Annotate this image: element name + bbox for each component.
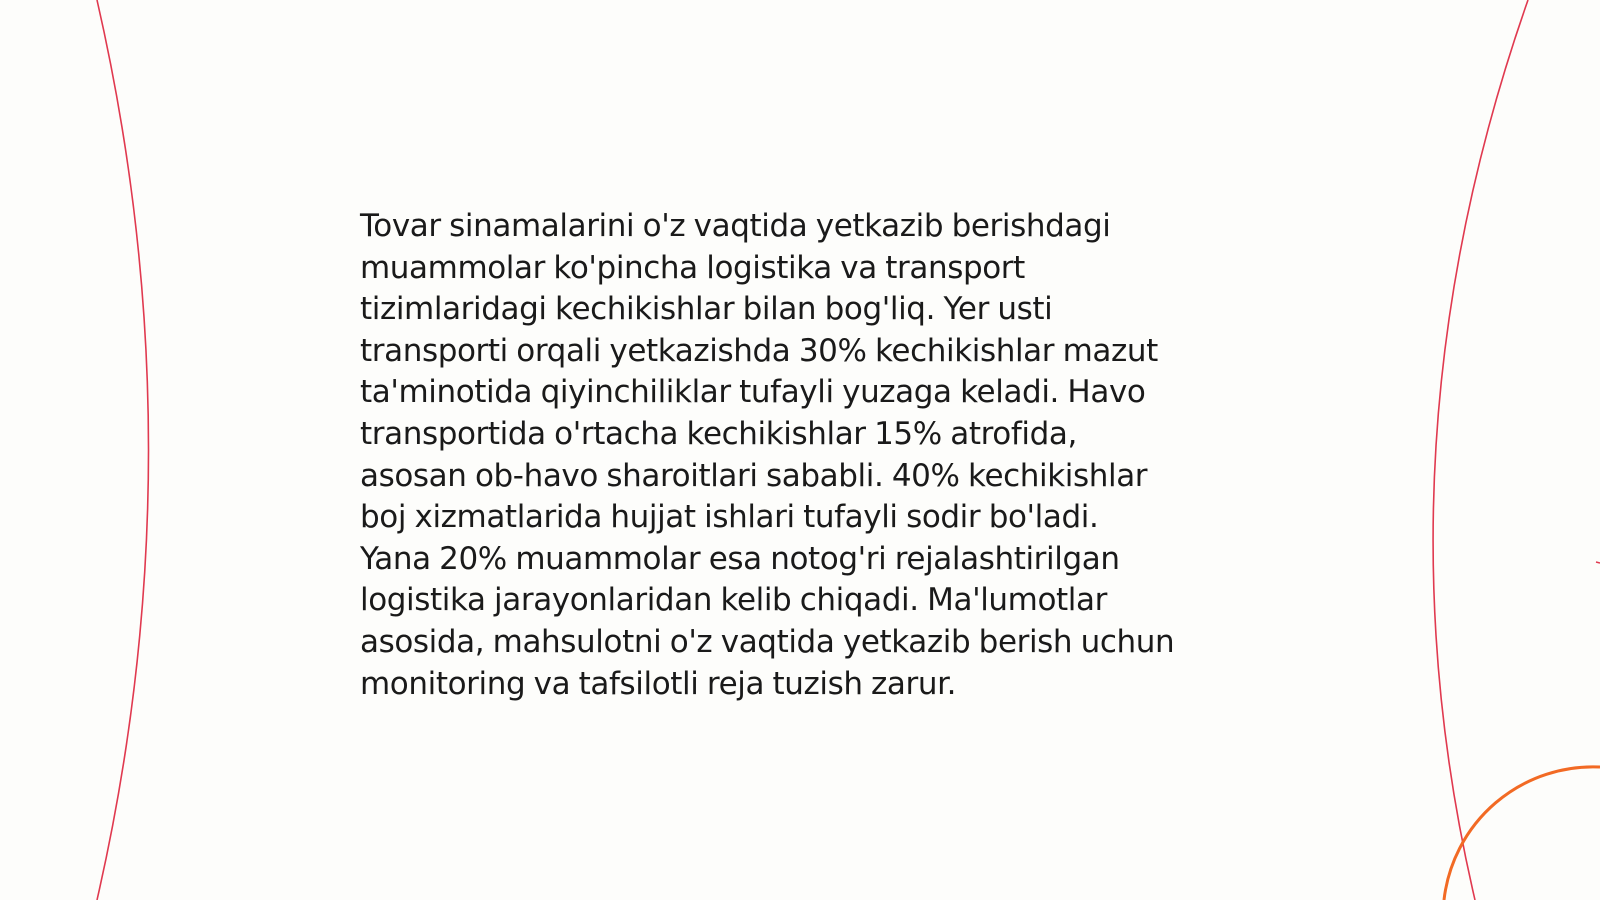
left-curve-line bbox=[97, 0, 149, 900]
right-curve-line bbox=[1433, 0, 1528, 900]
orange-circle-arc bbox=[1444, 767, 1600, 900]
body-paragraph: Tovar sinamalarini o'z vaqtida yetkazib berishdagi muammolar ko'pincha logistika va transport tizimlaridagi kechikishlar bilan bog'liq. Yer usti transporti orqali yetkazishda 30% kechikishlar mazut ta'minotida qiyinchiliklar tufayli yuzaga keladi. Havo transportida o'rtacha kechikishlar 15% atrofida, asosan ob-havo sharoitlari sababli. 40% kechikishlar boj xizmatlarida hujjat ishlari tufayli sodir bo'ladi. Yana 20% muammolar esa notog'ri rejalashtirilgan logistika jarayonlaridan kelib chiqadi. Ma'lumotlar asosida, mahsulotni o'z vaqtida yetkazib berish uchun monitoring va tafsilotli reja tuzish zarur. bbox=[360, 208, 1175, 702]
small-tick-mark bbox=[1596, 562, 1600, 563]
